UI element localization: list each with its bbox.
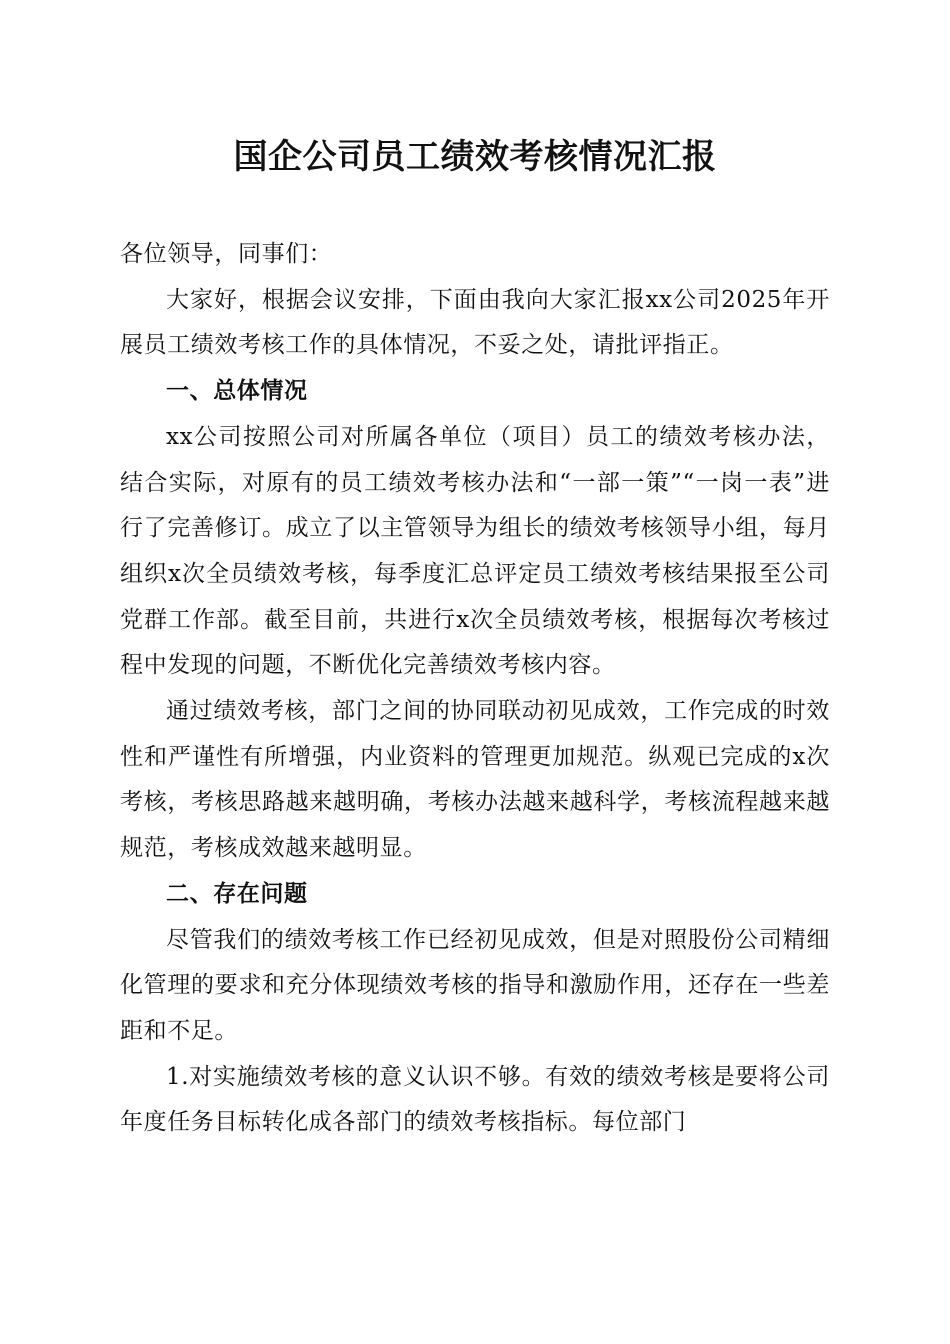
section-heading-problems: 二、存在问题 [166,880,308,907]
paragraph-results: 通过绩效考核，部门之间的协同联动初见成效，工作完成的时效性和严谨性有所增强，内业资料的管理更加规范。纵观已完成的x次考核，考核思路越来越明确，考核办法越来越科学，考核流程越来越规范，考核成效越来越明显。 [120,698,830,862]
document-title: 国企公司员工绩效考核情况汇报 [233,137,717,177]
paragraph-problems-intro: 尽管我们的绩效考核工作已经初见成效，但是对照股份公司精细化管理的要求和充分体现绩效考核的指导和激励作用，还存在一些差距和不足。 [120,926,830,1044]
paragraph-problem-1: 1.对实施绩效考核的意义认识不够。有效的绩效考核是要将公司年度任务目标转化成各部门的绩效考核指标。每位部门 [120,1063,830,1136]
section-heading-overview: 一、总体情况 [166,378,308,405]
document-body [120,232,830,1146]
paragraph-opening: 大家好，根据会议安排，下面由我向大家汇报xx公司2025年开展员工绩效考核工作的具体情况，不妥之处，请批评指正。 [120,286,830,359]
paragraph-overview: xx公司按照公司对所属各单位（项目）员工的绩效考核办法，结合实际，对原有的员工绩效考核办法和“一部一策”“一岗一表”进行了完善修订。成立了以主管领导为组长的绩效考核领导小组，每月组织x次全员绩效考核，每季度汇总评定员工绩效考核结果报至公司党群工作部。截至目前，共进行x次全员绩效考核，根据每次考核过程中发现的问题，不断优化完善绩效考核内容。 [120,423,830,679]
salutation: 各位领导，同事们： [120,241,333,267]
